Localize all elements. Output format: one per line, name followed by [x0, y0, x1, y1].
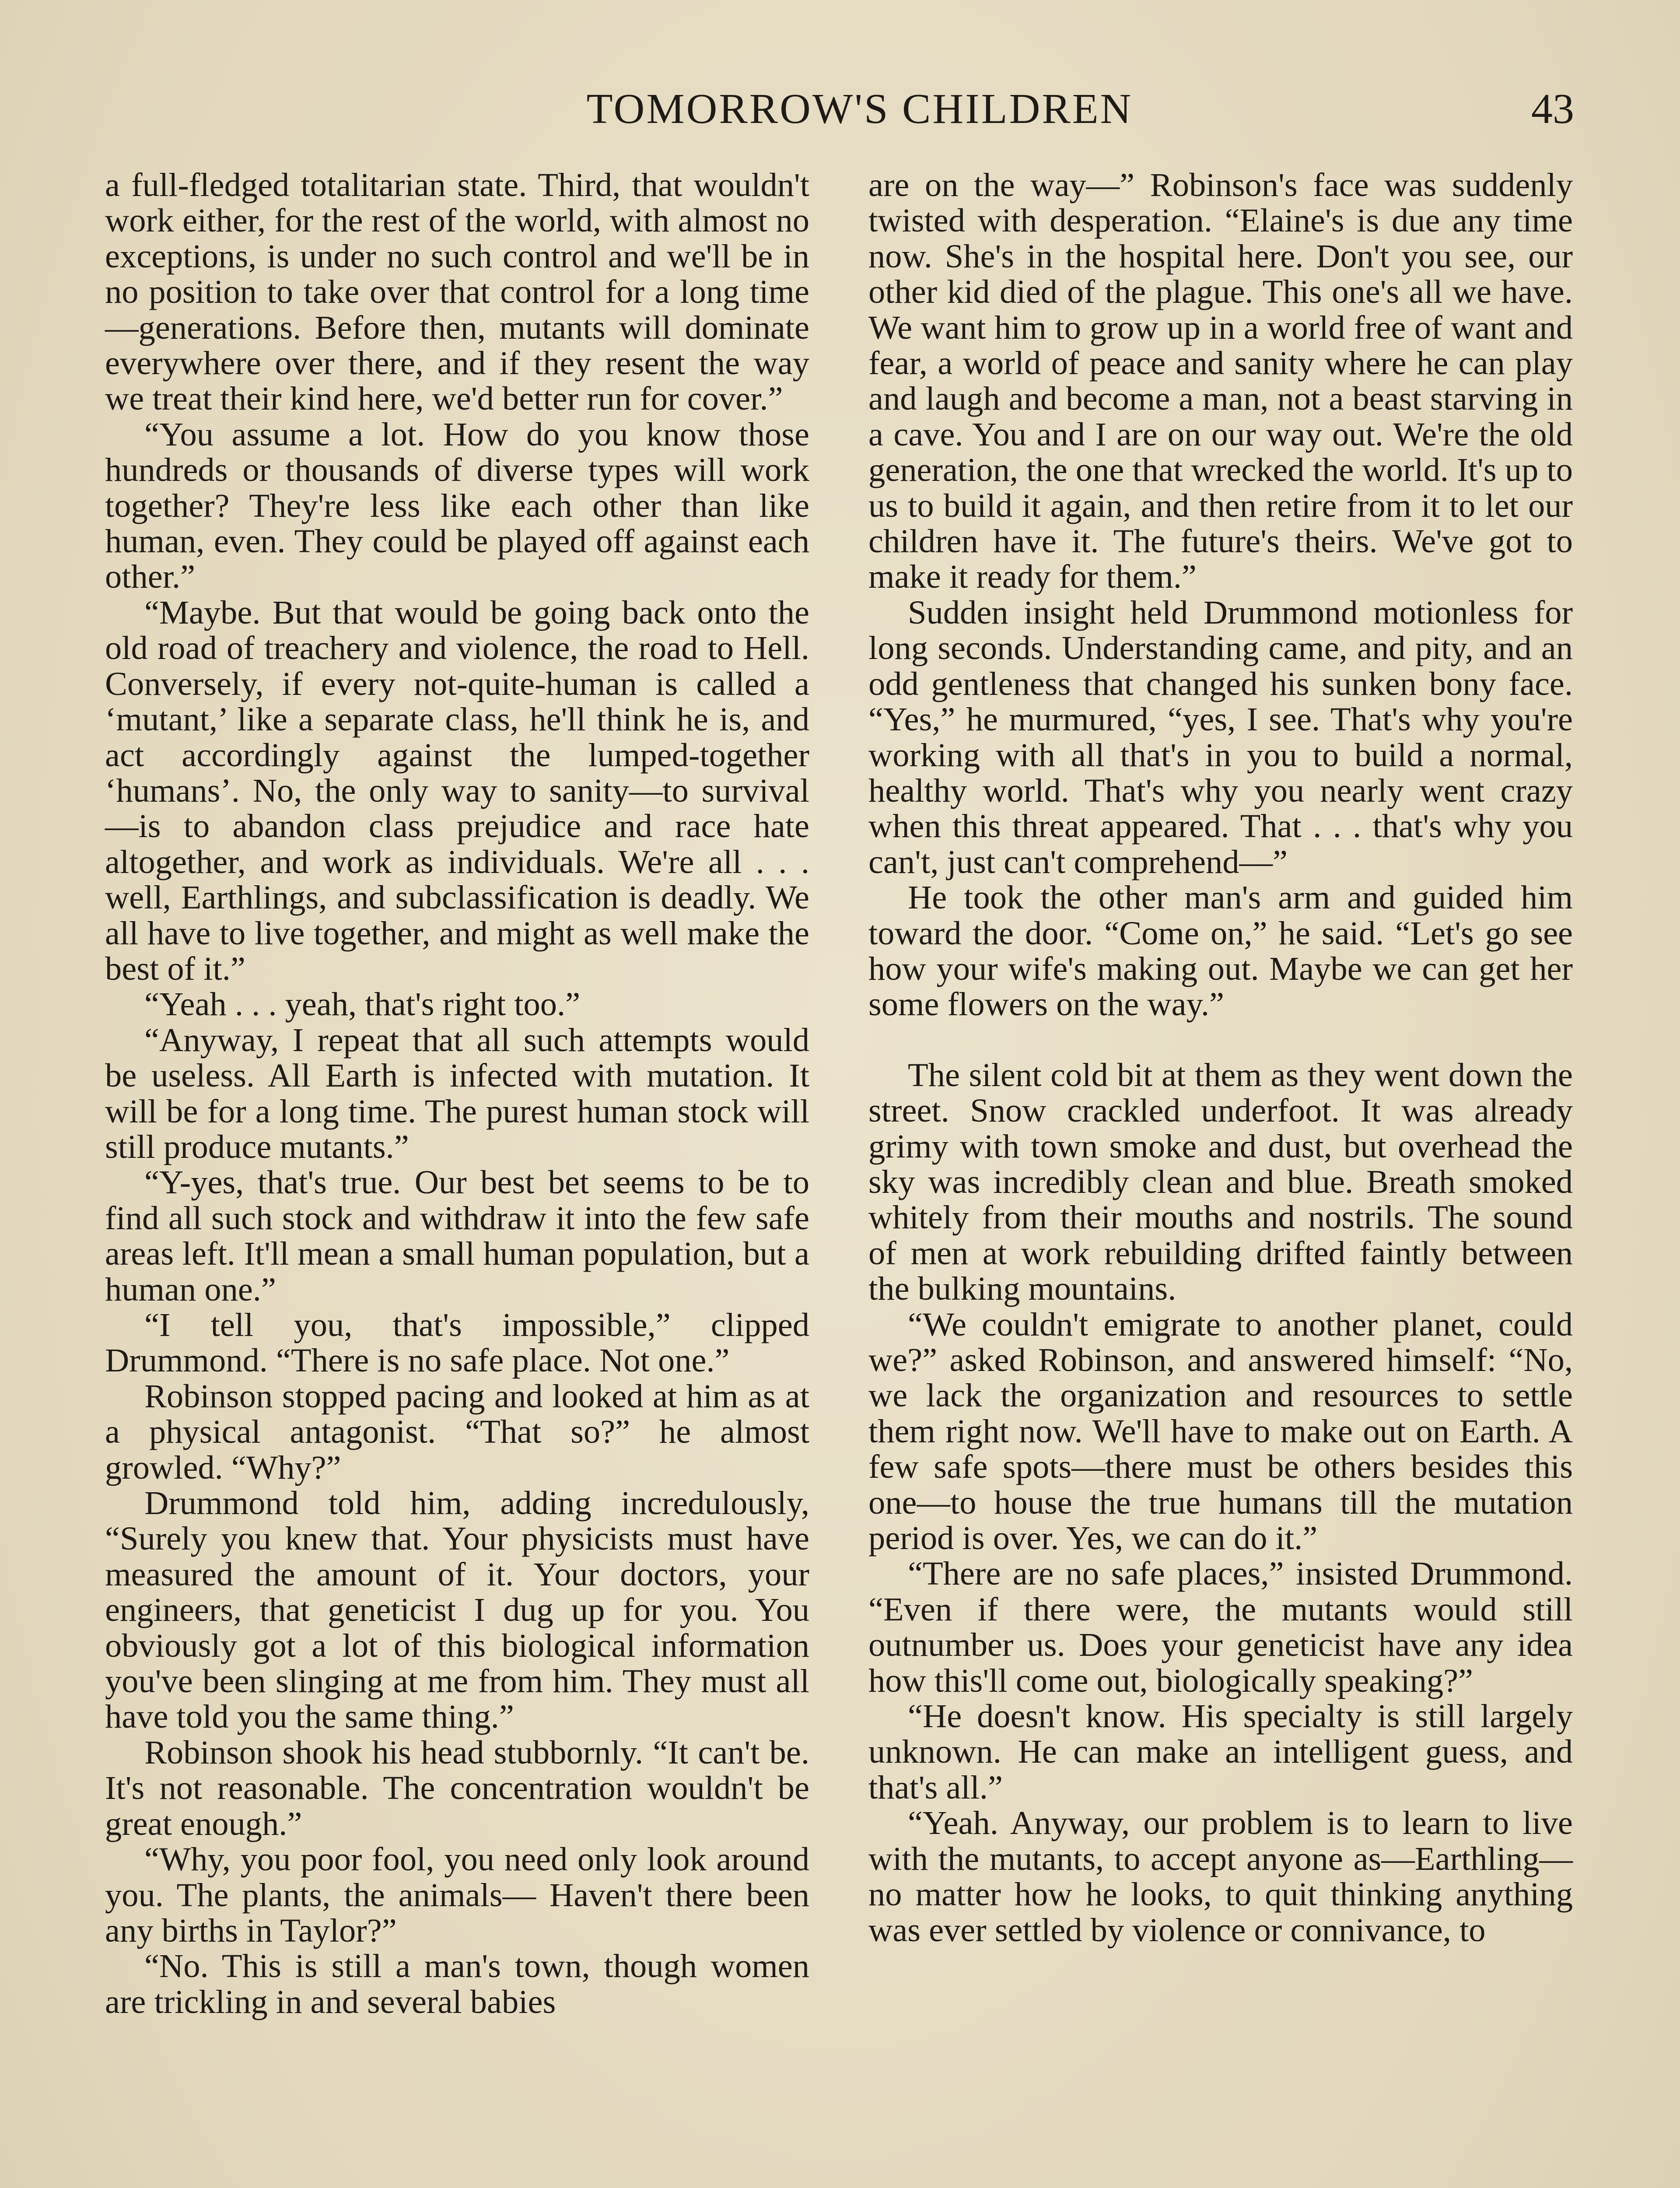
running-title: TOMORROW'S CHILDREN: [586, 85, 1133, 133]
right-text-column: [868, 167, 1573, 1948]
page-number: 43: [1531, 85, 1574, 133]
paragraph: “We couldn't emigrate to another planet, could we?” asked Robinson, and answered himself: “No, we lack the organization and resources to settle them right now. We'll have to make out on Earth. A few safe spots—there must be others besides this one—to house the true humans till the mutation period is over. Yes, we can do it.”: [868, 1305, 1573, 1557]
paragraph: “He doesn't know. His specialty is still largely unknown. He can make an intelligent guess, and that's all.”: [868, 1697, 1573, 1806]
paragraph: “Why, you poor fool, you need only look around you. The plants, the animals— Haven't there been any births in Taylor?”: [105, 1841, 809, 1949]
paragraph: “There are no safe places,” insisted Drummond. “Even if there were, the mutants would still outnumber us. Does your geneticist have any idea how this'll come out, biologically speaking?”: [868, 1555, 1573, 1699]
paragraph: “Anyway, I repeat that all such attempts would be useless. All Earth is infected with mutation. It will be for a long time. The purest human stock will still produce mutants.”: [105, 1021, 809, 1165]
paragraph: “Maybe. But that would be going back onto the old road of treachery and violence, the road to Hell. Conversely, if every not-quite-human is called a ‘mutant,’ like a separate class, he'll think he is, and act accordingly against the lumped-together ‘humans’. No, the only way to sanity—to survival—is to abandon class prejudice and race hate altogether, and work as individuals. We're all . . . well, Earthlings, and subclassification is deadly. We all have to live together, and might as well make the best of it.”: [105, 593, 809, 987]
paragraph: “Yeah . . . yeah, that's right too.”: [144, 985, 581, 1023]
left-text-column: [105, 167, 809, 2020]
paragraph: “Y-yes, that's true. Our best bet seems to be to find all such stock and withdraw it into the few safe areas left. It'll mean a small human population, but a human one.”: [105, 1164, 809, 1308]
paragraph: Robinson stopped pacing and looked at him as at a physical antagonist. “That so?” he almost growled. “Why?”: [105, 1377, 809, 1486]
paragraph: “You assume a lot. How do you know those hundreds or thousands of diverse types will work together? They're less like each other than like human, even. They could be played off against each other.”: [105, 415, 809, 596]
paragraph: a full-fledged totalitarian state. Third, that wouldn't work either, for the rest of the world, with almost no exceptions, is under no such control and we'll be in no position to take over that control for a long time—generations. Before then, mutants will dominate everywhere over there, and if they resent the way we treat their kind here, we'd better run for cover.”: [105, 166, 809, 417]
paragraph: “No. This is still a man's town, though women are trickling in and several babies: [105, 1947, 809, 2020]
paragraph: Drummond told him, adding incredulously, “Surely you knew that. Your physicists must have measured the amount of it. Your doctors, your engineers, that geneticist I dug up for you. You obviously got a lot of this biological information you've been slinging at me from him. They must all have told you the same thing.”: [105, 1484, 809, 1736]
paragraph: Sudden insight held Drummond motionless for long seconds. Understanding came, and pity, and an odd gentleness that changed his sunken bony face. “Yes,” he murmured, “yes, I see. That's why you're working with all that's in you to build a normal, healthy world. That's why you nearly went crazy when this threat appeared. That . . . that's why you can't, just can't comprehend—”: [868, 593, 1573, 880]
paragraph: The silent cold bit at them as they went down the street. Snow crackled underfoot. It was already grimy with town smoke and dust, but overhead the sky was incredibly clean and blue. Breath smoked whitely from their mouths and nostrils. The sound of men at work rebuilding drifted faintly between the bulking mountains.: [868, 1056, 1573, 1308]
paragraph: are on the way—” Robinson's face was suddenly twisted with desperation. “Elaine's is due any time now. She's in the hospital here. Don't you see, our other kid died of the plague. This one's all we have. We want him to grow up in a world free of want and fear, a world of peace and sanity where he can play and laugh and become a man, not a beast starving in a cave. You and I are on our way out. We're the old generation, the one that wrecked the world. It's up to us to build it again, and then retire from it to let our children have it. The future's theirs. We've got to make it ready for them.”: [868, 166, 1573, 596]
paragraph: He took the other man's arm and guided him toward the door. “Come on,” he said. “Let's go see how your wife's making out. Maybe we can get her some flowers on the way.”: [868, 879, 1573, 1023]
paragraph: “Yeah. Anyway, our problem is to learn to live with the mutants, to accept anyone as—Earthling—no matter how he looks, to quit thinking anything was ever settled by violence or connivance, to: [868, 1804, 1573, 1949]
paragraph: Robinson shook his head stubbornly. “It can't be. It's not reasonable. The concentration wouldn't be great enough.”: [105, 1733, 809, 1842]
paragraph: “I tell you, that's impossible,” clipped Drummond. “There is no safe place. Not one.”: [105, 1306, 809, 1379]
